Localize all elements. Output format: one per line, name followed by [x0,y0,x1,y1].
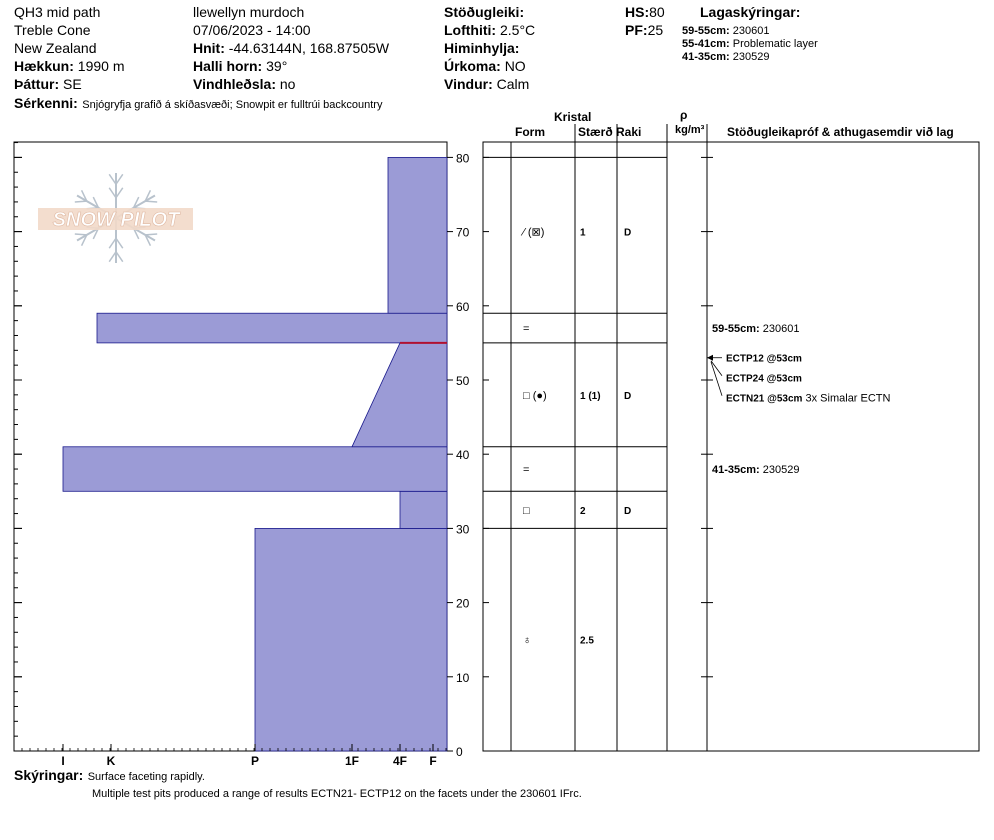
logo-text: SNOW PILOT [52,209,180,231]
test-arrowhead [707,355,713,361]
grain-size: 2.5 [580,635,594,647]
footer-label: Skýringar: [14,767,84,783]
hardness-tick-label: K [106,754,116,768]
grain-size: 2 [580,505,586,517]
depth-tick-label: 70 [456,225,470,240]
coords-value: -44.63144N, 168.87505W [228,40,390,56]
hardness-tick-label: 1F [344,754,360,768]
wind-label: Vindur: [444,76,493,92]
crystal-header: Kristal [554,110,592,124]
form-header: Form [515,125,545,139]
pf-label: PF: [625,22,648,38]
stability-label: Stöðugleiki: [444,4,525,20]
hardness-layer [97,313,447,343]
grain-size: 1 [580,227,586,239]
footer-row [14,767,205,785]
coords-label: Hnit: [193,40,225,56]
footer-line-1: Surface faceting rapidly. [87,771,205,783]
depth-tick-label: 10 [456,670,470,685]
depth-tick-label: 40 [456,448,470,463]
snowflake-branch [116,188,123,198]
wind-loading-label: Vindhleðsla: [193,76,276,92]
grain-form: = [523,464,530,477]
country-name: New Zealand [14,40,97,56]
hardness-layer [255,528,447,751]
slope-value: 39° [266,58,288,74]
layer-note: 41-35cm: 230529 [712,464,800,477]
hardness-layer [388,157,447,313]
snowflake-branch [109,252,116,262]
precip-label: Úrkoma: [444,58,501,74]
layer-note: 59-55cm: 230601 [712,323,800,336]
layer-note-text: 230601 [732,25,770,37]
snowflake-branch [75,201,87,202]
depth-tick-label: 30 [456,522,470,537]
air-temp-label: Lofthiti: [444,22,497,38]
features-value: Snjógryfja grafið á skíðasvæði; Snowpit er fulltrúi backcountry [82,99,383,111]
hardness-layer [63,447,447,492]
wind-loading-value: no [279,76,296,92]
snowflake-branch [109,188,116,198]
layer-note-range: 41-35cm: [682,51,730,63]
density-unit: kg/m³ [675,124,705,136]
depth-tick-label: 50 [456,374,470,388]
elevation-value: 1990 m [77,58,125,74]
grain-moisture: D [624,390,632,402]
sky-label: Himinhylja: [444,40,520,56]
elevation-label: Hækkun: [14,58,74,74]
depth-tick-label: 20 [456,596,470,611]
grain-moisture: D [624,505,632,517]
grain-form: □ [523,504,530,517]
hardness-tick-label: P [250,754,260,768]
snowflake-branch [109,174,116,184]
snowpilot-logo [38,173,193,263]
grain-form: ♁ [523,634,532,647]
snowflake-branch [116,252,123,262]
hardness-plot [14,142,470,768]
slope-label: Halli horn: [193,58,263,74]
layer-note-text: 230529 [732,51,770,63]
snowflake-branch [145,201,157,202]
wind-value: Calm [496,76,530,92]
pf-value: 25 [647,22,664,38]
hardness-tick-label: 4F [392,754,408,768]
layers-label: Lagaskýringar: [700,4,801,20]
test-pointer [711,362,722,396]
grain-size: 1 (1) [580,390,601,402]
grain-form: ⁄ (⊠) [523,226,545,239]
aspect-label: Þáttur: [14,76,60,92]
hardness-tick-label: I [61,754,65,768]
grain-form: □ (●) [523,389,547,402]
depth-tick-label: 60 [456,299,470,314]
size-header: Stærð [578,125,613,139]
stability-test: ECTN21 @53cm 3x Simalar ECTN [726,392,891,405]
footer-line-2: Multiple test pits produced a range of results ECTN21- ECTP12 on the facets under the 230601 IFrc. [92,788,582,800]
hardness-tick-label: F [429,754,437,768]
layer-note-text: Problematic layer [732,38,818,50]
test-pointer [711,361,722,376]
grain-form: = [523,323,530,336]
snowflake-branch [75,234,87,235]
snowflake-branch [116,238,123,248]
area-name: Treble Cone [14,22,91,38]
aspect-value: SE [63,76,82,92]
air-temp-value: 2.5°C [499,22,536,38]
observer-name: llewellyn murdoch [193,4,305,20]
grain-table [483,124,979,751]
depth-tick-label: 0 [456,745,463,759]
tests-header: Stöðugleikapróf & athugasemdir við lag [727,125,954,139]
layer-note-range: 59-55cm: [682,25,730,37]
hardness-layer [352,343,447,447]
hs-value: 80 [649,4,665,20]
features-label: Sérkenni: [14,95,78,111]
layer-note-range: 55-41cm: [682,38,730,50]
hs-label: HS: [625,4,650,20]
depth-tick-label: 80 [456,151,470,166]
moisture-header: Raki [616,125,642,139]
grain-moisture: D [624,227,632,239]
precip-value: NO [504,58,526,74]
density-symbol: ρ [680,108,688,122]
hardness-layer [400,491,447,528]
snowflake-branch [145,234,157,235]
stability-test: ECTP24 @53cm [726,373,802,385]
snowflake-branch [116,174,123,184]
snowflake-branch [109,238,116,248]
stability-test: ECTP12 @53cm [726,353,802,365]
observation-datetime: 07/06/2023 - 14:00 [193,22,311,38]
location-name: QH3 mid path [14,4,101,20]
